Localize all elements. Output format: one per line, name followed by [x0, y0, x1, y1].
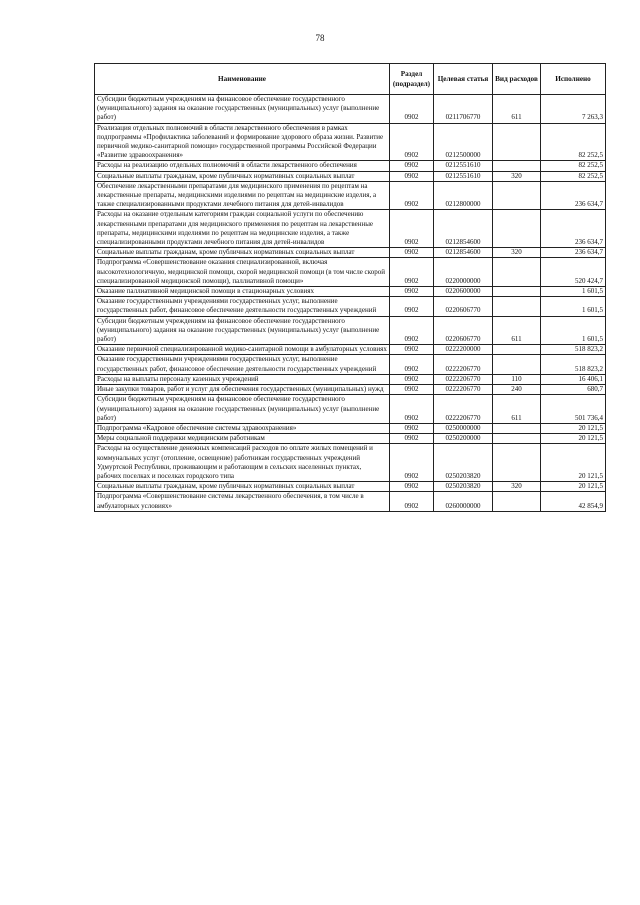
- cell-name: Подпрограмма «Совершенствование оказания специализированной, включая высокотехнологичную, медицинской помощи, скорой медицинской помощи (в том числе скорой специализированной медицинской помощи), паллиативной помощи»: [95, 258, 390, 287]
- cell-target: 0250000000: [434, 423, 493, 433]
- cell-name: Субсидии бюджетным учреждениям на финансовое обеспечение государственного (муниципального) задания на оказание государственных (муниципальных) услуг (выполнение работ): [95, 395, 390, 424]
- cell-section: 0902: [390, 161, 434, 171]
- cell-amount: 7 263,3: [541, 95, 606, 124]
- cell-target: 0222206770: [434, 385, 493, 395]
- cell-amount: 680,7: [541, 385, 606, 395]
- col-header-section: Раздел (подраздел): [390, 64, 434, 95]
- cell-name: Социальные выплаты гражданам, кроме публичных нормативных социальных выплат: [95, 482, 390, 492]
- cell-name: Субсидии бюджетным учреждениям на финансовое обеспечение государственного (муниципального) задания на оказание государственных (муниципальных) услуг (выполнение работ): [95, 316, 390, 345]
- table-row: [95, 444, 606, 482]
- cell-type: [493, 123, 541, 161]
- cell-type: [493, 161, 541, 171]
- cell-target: 0220600000: [434, 287, 493, 297]
- table-row: [95, 316, 606, 345]
- col-header-type: Вид расходов: [493, 64, 541, 95]
- table-row: [95, 434, 606, 444]
- cell-section: 0902: [390, 492, 434, 511]
- cell-type: [493, 181, 541, 210]
- cell-type: [493, 434, 541, 444]
- cell-target: 0212800000: [434, 181, 493, 210]
- cell-target: 0250203820: [434, 444, 493, 482]
- cell-target: 0220000000: [434, 258, 493, 287]
- cell-target: 0220606770: [434, 297, 493, 316]
- cell-section: 0902: [390, 434, 434, 444]
- cell-section: 0902: [390, 95, 434, 124]
- cell-target: 0212551610: [434, 171, 493, 181]
- cell-type: 320: [493, 171, 541, 181]
- cell-name: Социальные выплаты гражданам, кроме публичных нормативных социальных выплат: [95, 171, 390, 181]
- cell-name: Реализация отдельных полномочий в области лекарственного обеспечения в рамках подпрограммы «Профилактика заболеваний и формирование здорового образа жизни. Развитие первичной медико-санитарной помощи» государственной программы Российской Федерации «Развитие здравоохранения»: [95, 123, 390, 161]
- cell-name: Оказание первичной специализированной медико-санитарной помощи в амбулаторных условиях: [95, 345, 390, 355]
- cell-type: 240: [493, 385, 541, 395]
- cell-type: 320: [493, 482, 541, 492]
- cell-type: 110: [493, 374, 541, 384]
- cell-amount: 520 424,7: [541, 258, 606, 287]
- table-row: [95, 210, 606, 248]
- cell-target: 0211706770: [434, 95, 493, 124]
- budget-table: [94, 63, 606, 512]
- cell-target: 0250200000: [434, 434, 493, 444]
- table-row: [95, 181, 606, 210]
- cell-amount: 82 252,5: [541, 123, 606, 161]
- cell-type: 611: [493, 316, 541, 345]
- cell-section: 0902: [390, 297, 434, 316]
- cell-target: 0220606770: [434, 316, 493, 345]
- col-header-name: Наименование: [95, 64, 390, 95]
- cell-section: 0902: [390, 355, 434, 374]
- cell-amount: 518 823,2: [541, 355, 606, 374]
- cell-section: 0902: [390, 210, 434, 248]
- cell-target: 0222206770: [434, 374, 493, 384]
- cell-section: 0902: [390, 374, 434, 384]
- cell-section: 0902: [390, 316, 434, 345]
- cell-amount: 518 823,2: [541, 345, 606, 355]
- cell-name: Иные закупки товаров, работ и услуг для обеспечения государственных (муниципальных) нужд: [95, 385, 390, 395]
- page-number: 78: [315, 33, 325, 43]
- cell-amount: 1 601,5: [541, 297, 606, 316]
- cell-type: 611: [493, 95, 541, 124]
- cell-section: 0902: [390, 345, 434, 355]
- cell-section: 0902: [390, 123, 434, 161]
- cell-type: [493, 492, 541, 511]
- cell-section: 0902: [390, 444, 434, 482]
- table-row: [95, 492, 606, 511]
- cell-section: 0902: [390, 171, 434, 181]
- table-row: [95, 374, 606, 384]
- table-row: [95, 385, 606, 395]
- cell-name: Субсидии бюджетным учреждениям на финансовое обеспечение государственного (муниципального) задания на оказание государственных (муниципальных) услуг (выполнение работ): [95, 95, 390, 124]
- cell-name: Подпрограмма «Совершенствование системы лекарственного обеспечения, в том числе в амбулаторных условиях»: [95, 492, 390, 511]
- cell-section: 0902: [390, 482, 434, 492]
- cell-target: 0250203820: [434, 482, 493, 492]
- cell-section: 0902: [390, 258, 434, 287]
- cell-amount: 20 121,5: [541, 434, 606, 444]
- cell-amount: 236 634,7: [541, 181, 606, 210]
- cell-type: 320: [493, 248, 541, 258]
- cell-name: Оказание паллиативной медицинской помощи в стационарных условиях: [95, 287, 390, 297]
- cell-target: 0212854600: [434, 248, 493, 258]
- cell-section: 0902: [390, 181, 434, 210]
- table-row: [95, 423, 606, 433]
- cell-section: 0902: [390, 423, 434, 433]
- cell-name: Оказание государственными учреждениями государственных услуг, выполнение государственных работ, финансовое обеспечение деятельности государственных учреждений: [95, 355, 390, 374]
- cell-section: 0902: [390, 385, 434, 395]
- cell-name: Социальные выплаты гражданам, кроме публичных нормативных социальных выплат: [95, 248, 390, 258]
- table-row: [95, 345, 606, 355]
- cell-name: Оказание государственными учреждениями государственных услуг, выполнение государственных работ, финансовое обеспечение деятельности государственных учреждений: [95, 297, 390, 316]
- cell-amount: 236 634,7: [541, 210, 606, 248]
- cell-type: [493, 423, 541, 433]
- cell-amount: 501 736,4: [541, 395, 606, 424]
- cell-name: Расходы на выплаты персоналу казенных учреждений: [95, 374, 390, 384]
- cell-amount: 82 252,5: [541, 171, 606, 181]
- cell-section: 0902: [390, 395, 434, 424]
- cell-amount: 82 252,5: [541, 161, 606, 171]
- table-row: [95, 355, 606, 374]
- cell-target: 0212854600: [434, 210, 493, 248]
- cell-type: [493, 444, 541, 482]
- table-row: [95, 287, 606, 297]
- cell-amount: 20 121,5: [541, 444, 606, 482]
- table-row: [95, 297, 606, 316]
- cell-amount: 1 601,5: [541, 287, 606, 297]
- cell-name: Расходы на оказание отдельным категориям граждан социальной услуги по обеспечению лекарственными препаратами для медицинского применения по рецептам на лекарственные препараты, медицинскими изделиями по рецептам на медицинские изделия, а также специализированными продуктами лечебного питания для детей-инвалидов: [95, 210, 390, 248]
- table-row: [95, 482, 606, 492]
- col-header-amount: Исполнено: [541, 64, 606, 95]
- cell-section: 0902: [390, 287, 434, 297]
- cell-amount: 236 634,7: [541, 248, 606, 258]
- cell-name: Подпрограмма «Кадровое обеспечение системы здравоохранения»: [95, 423, 390, 433]
- cell-name: Расходы на осуществление денежных компенсаций расходов по оплате жилых помещений и коммунальных услуг (отопление, освещение) работникам государственных учреждений Удмуртской Республики, проживающим и работающим в сельских населенных пунктах, рабочих поселках и поселках городского типа: [95, 444, 390, 482]
- cell-amount: 16 406,1: [541, 374, 606, 384]
- table-row: [95, 95, 606, 124]
- table-row: [95, 123, 606, 161]
- cell-name: Обеспечение лекарственными препаратами для медицинского применения по рецептам на лекарственные препараты, медицинскими изделиями по рецептам на медицинские изделия, а также специализированными продуктами лечебного питания для детей-инвалидов: [95, 181, 390, 210]
- cell-amount: 20 121,5: [541, 423, 606, 433]
- table-row: [95, 161, 606, 171]
- cell-type: [493, 345, 541, 355]
- cell-type: 611: [493, 395, 541, 424]
- cell-type: [493, 258, 541, 287]
- cell-name: Меры социальной поддержки медицинским работникам: [95, 434, 390, 444]
- table-header-row: [95, 64, 606, 95]
- cell-target: 0222206770: [434, 395, 493, 424]
- cell-section: 0902: [390, 248, 434, 258]
- cell-name: Расходы на реализацию отдельных полномочий в области лекарственного обеспечения: [95, 161, 390, 171]
- cell-type: [493, 287, 541, 297]
- cell-amount: 20 121,5: [541, 482, 606, 492]
- table-row: [95, 258, 606, 287]
- cell-target: 0212500000: [434, 123, 493, 161]
- table-row: [95, 248, 606, 258]
- table-row: [95, 395, 606, 424]
- cell-target: 0222206770: [434, 355, 493, 374]
- cell-target: 0212551610: [434, 161, 493, 171]
- cell-target: 0260000000: [434, 492, 493, 511]
- cell-type: [493, 210, 541, 248]
- table-row: [95, 171, 606, 181]
- col-header-target: Целевая статья: [434, 64, 493, 95]
- cell-type: [493, 297, 541, 316]
- cell-amount: 42 854,9: [541, 492, 606, 511]
- table-body: [95, 95, 606, 512]
- cell-amount: 1 601,5: [541, 316, 606, 345]
- cell-target: 0222200000: [434, 345, 493, 355]
- cell-type: [493, 355, 541, 374]
